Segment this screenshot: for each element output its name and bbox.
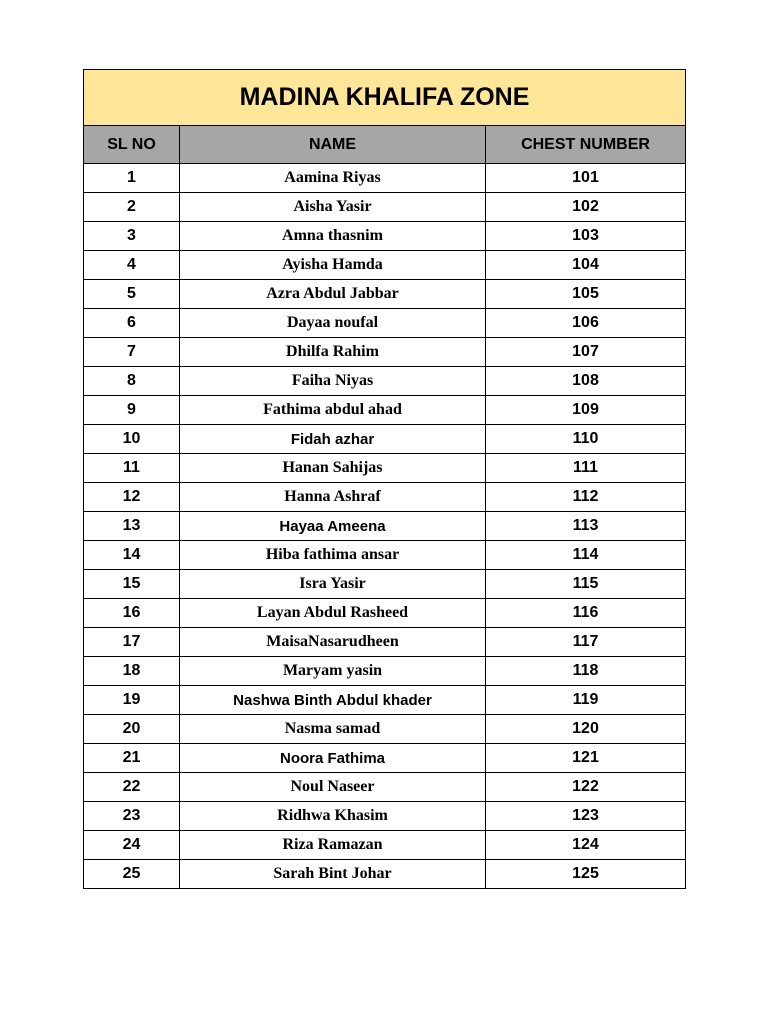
chest-number-cell: 108 (486, 367, 686, 396)
name-cell: Faiha Niyas (180, 367, 486, 396)
table-row (84, 715, 686, 744)
sl-no-cell: 2 (84, 193, 180, 222)
chest-number-cell: 102 (486, 193, 686, 222)
name-cell: Dayaa noufal (180, 309, 486, 338)
name-cell: Hanna Ashraf (180, 483, 486, 512)
sl-no-cell: 16 (84, 599, 180, 628)
chest-number-cell: 121 (486, 744, 686, 773)
sl-no-cell: 13 (84, 512, 180, 541)
table-row (84, 831, 686, 860)
chest-number-cell: 114 (486, 541, 686, 570)
name-cell: Azra Abdul Jabbar (180, 280, 486, 309)
name-cell: Layan Abdul Rasheed (180, 599, 486, 628)
chest-number-cell: 122 (486, 773, 686, 802)
table-row (84, 773, 686, 802)
table-row (84, 309, 686, 338)
name-cell: Sarah Bint Johar (180, 860, 486, 889)
table-row (84, 802, 686, 831)
name-cell: Ridhwa Khasim (180, 802, 486, 831)
name-cell: Aamina Riyas (180, 164, 486, 193)
sl-no-cell: 20 (84, 715, 180, 744)
table-row (84, 744, 686, 773)
chest-number-cell: 106 (486, 309, 686, 338)
sl-no-cell: 8 (84, 367, 180, 396)
sl-no-cell: 23 (84, 802, 180, 831)
sl-no-cell: 9 (84, 396, 180, 425)
table-row (84, 483, 686, 512)
sl-no-cell: 7 (84, 338, 180, 367)
sl-no-cell: 25 (84, 860, 180, 889)
sl-no-cell: 5 (84, 280, 180, 309)
chest-number-cell: 119 (486, 686, 686, 715)
chest-number-cell: 111 (486, 454, 686, 483)
chest-number-cell: 116 (486, 599, 686, 628)
name-cell: Isra Yasir (180, 570, 486, 599)
table-row (84, 280, 686, 309)
table-row (84, 599, 686, 628)
sl-no-cell: 19 (84, 686, 180, 715)
sl-no-cell: 3 (84, 222, 180, 251)
sl-no-cell: 11 (84, 454, 180, 483)
chest-number-cell: 109 (486, 396, 686, 425)
name-cell: Nashwa Binth Abdul khader (180, 686, 486, 715)
column-header-name: NAME (180, 126, 486, 164)
table-row (84, 657, 686, 686)
sl-no-cell: 21 (84, 744, 180, 773)
column-header-chest-number: CHEST NUMBER (486, 126, 686, 164)
chest-number-cell: 120 (486, 715, 686, 744)
chest-number-cell: 113 (486, 512, 686, 541)
table-title: MADINA KHALIFA ZONE (84, 70, 686, 126)
name-cell: Hiba fathima ansar (180, 541, 486, 570)
table-row (84, 222, 686, 251)
table-row (84, 686, 686, 715)
sl-no-cell: 17 (84, 628, 180, 657)
chest-number-cell: 107 (486, 338, 686, 367)
name-cell: Amna thasnim (180, 222, 486, 251)
sl-no-cell: 14 (84, 541, 180, 570)
sl-no-cell: 4 (84, 251, 180, 280)
chest-number-cell: 112 (486, 483, 686, 512)
name-cell: Fathima abdul ahad (180, 396, 486, 425)
table-row (84, 251, 686, 280)
sl-no-cell: 10 (84, 425, 180, 454)
chest-number-cell: 117 (486, 628, 686, 657)
table-row (84, 454, 686, 483)
table-row (84, 860, 686, 889)
table-row (84, 338, 686, 367)
table-row (84, 396, 686, 425)
name-cell: Noul Naseer (180, 773, 486, 802)
name-cell: Aisha Yasir (180, 193, 486, 222)
chest-number-cell: 110 (486, 425, 686, 454)
sl-no-cell: 24 (84, 831, 180, 860)
table-row (84, 570, 686, 599)
chest-number-cell: 103 (486, 222, 686, 251)
name-cell: Fidah azhar (180, 425, 486, 454)
sl-no-cell: 15 (84, 570, 180, 599)
sl-no-cell: 18 (84, 657, 180, 686)
zone-sheet (83, 69, 685, 889)
table-row (84, 628, 686, 657)
participants-table (83, 69, 686, 889)
chest-number-cell: 101 (486, 164, 686, 193)
name-cell: Ayisha Hamda (180, 251, 486, 280)
table-row (84, 367, 686, 396)
table-row (84, 164, 686, 193)
table-body (84, 164, 686, 889)
chest-number-cell: 125 (486, 860, 686, 889)
name-cell: MaisaNasarudheen (180, 628, 486, 657)
chest-number-cell: 104 (486, 251, 686, 280)
chest-number-cell: 105 (486, 280, 686, 309)
sl-no-cell: 6 (84, 309, 180, 338)
sl-no-cell: 1 (84, 164, 180, 193)
name-cell: Hayaa Ameena (180, 512, 486, 541)
chest-number-cell: 123 (486, 802, 686, 831)
name-cell: Hanan Sahijas (180, 454, 486, 483)
chest-number-cell: 115 (486, 570, 686, 599)
table-row (84, 541, 686, 570)
chest-number-cell: 124 (486, 831, 686, 860)
table-row (84, 425, 686, 454)
name-cell: Noora Fathima (180, 744, 486, 773)
name-cell: Nasma samad (180, 715, 486, 744)
table-row (84, 512, 686, 541)
name-cell: Dhilfa Rahim (180, 338, 486, 367)
chest-number-cell: 118 (486, 657, 686, 686)
table-row (84, 193, 686, 222)
sl-no-cell: 22 (84, 773, 180, 802)
name-cell: Riza Ramazan (180, 831, 486, 860)
column-header-sl-no: SL NO (84, 126, 180, 164)
sl-no-cell: 12 (84, 483, 180, 512)
name-cell: Maryam yasin (180, 657, 486, 686)
